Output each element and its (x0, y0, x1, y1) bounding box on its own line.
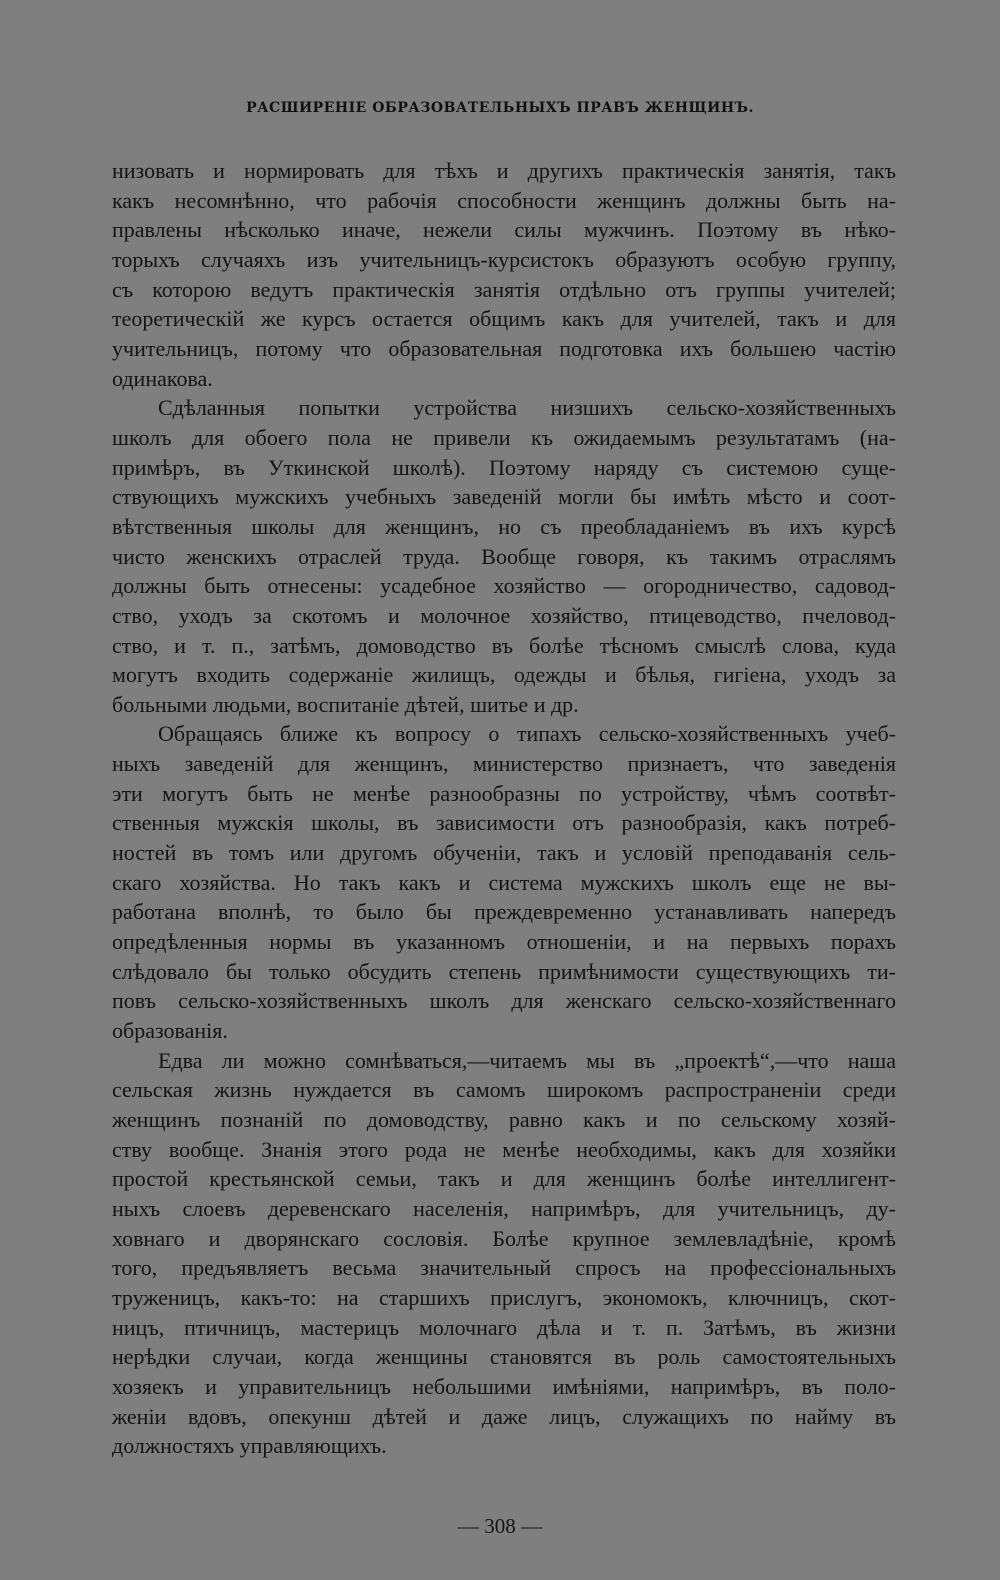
text-line: чисто женскихъ отраслей труда. Вообще говоря, къ такимъ отраслямъ (112, 543, 896, 569)
text-line: сельская жизнь нуждается въ самомъ широкомъ распространеніи среди (112, 1077, 896, 1103)
text-line: нерѣдки случаи, когда женщины становятся въ роль самостоятельныхъ (112, 1344, 896, 1370)
text-line: вѣтственныя школы для женщинъ, но съ преобладаніемъ въ ихъ курсѣ (112, 513, 896, 539)
text-line: труженицъ, какъ-то: на старшихъ прислугъ, экономокъ, ключницъ, скот- (112, 1284, 896, 1310)
text-line: ныхъ заведеній для женщинъ, министерство признаетъ, что заведенія (112, 751, 896, 777)
page-number: — 308 — (458, 1514, 542, 1538)
text-line: того, предъявляетъ весьма значительный спросъ на профессіональныхъ (112, 1255, 896, 1281)
text-line: хозяекъ и управительницъ небольшими имѣніями, напримѣръ, въ поло- (112, 1373, 896, 1399)
text-line: теоретическій же курсъ остается общимъ какъ для учителей, такъ и для (112, 306, 896, 332)
text-line: женщинъ познаній по домоводству, равно какъ и по сельскому хозяй- (112, 1107, 896, 1132)
text-line: правлены нѣсколько иначе, нежели силы мужчинъ. Поэтому въ нѣко- (112, 217, 896, 243)
text-line: Едва ли можно сомнѣваться,—читаемъ мы въ „проектѣ“,—что наша (158, 1047, 896, 1073)
text-line: учительницъ, потому что образовательная подготовка ихъ большею частію (112, 335, 896, 361)
text-line: повъ сельско-хозяйственныхъ школъ для женскаго сельско-хозяйственнаго (112, 988, 896, 1014)
text-line: женіи вдовъ, опекунш дѣтей и даже лицъ, служащихъ по найму въ (112, 1403, 896, 1429)
text-line: ныхъ слоевъ деревенскаго населенія, напримѣръ, для учительницъ, ду- (112, 1195, 896, 1221)
paragraph (112, 393, 896, 719)
text-line: какъ несомнѣнно, что рабочія способности женщинъ должны быть на- (112, 187, 896, 213)
text-line: Сдѣланныя попытки устройства низшихъ сельско-хозяйственныхъ (158, 395, 896, 421)
text-line: могутъ входить содержаніе жилищъ, одежды и бѣлья, гигіена, уходъ за (112, 662, 896, 688)
paragraph (112, 719, 896, 1045)
text-line: ствующихъ мужскихъ учебныхъ заведеній могли бы имѣть мѣсто и соот- (112, 484, 896, 510)
text-line: ховнаго и дворянскаго сословія. Болѣе крупное землевладѣніе, кромѣ (112, 1225, 896, 1251)
text-line: школъ для обоего пола не привели къ ожидаемымъ результатамъ (на- (112, 424, 896, 450)
text-line: должны быть отнесены: усадебное хозяйство — огородничество, садовод- (112, 573, 896, 599)
text-line: слѣдовало бы только обсудить степень примѣнимости существующихъ ти- (112, 958, 896, 984)
text-line: ницъ, птичницъ, мастерицъ молочнаго дѣла и т. п. Затѣмъ, въ жизни (112, 1314, 896, 1340)
text-line: образованія. (112, 1018, 228, 1044)
text-line: простой крестьянской семьи, такъ и для женщинъ болѣе интеллигент- (112, 1166, 896, 1192)
text-line: ство, уходъ за скотомъ и молочное хозяйство, птицеводство, пчеловод- (112, 602, 896, 628)
paragraph (112, 156, 896, 393)
text-line: больными людьми, воспитаніе дѣтей, шитье и др. (112, 691, 579, 717)
text-line: должностяхъ управляющихъ. (112, 1433, 387, 1459)
text-line: скаго хозяйства. Но такъ какъ и система мужскихъ школъ еще не вы- (112, 869, 896, 895)
text-line: торыхъ случаяхъ изъ учительницъ-курсистокъ образуютъ особую группу, (112, 246, 896, 272)
text-line: ностей въ томъ или другомъ обученіи, такъ и условій преподаванія сель- (112, 840, 896, 866)
text-line: одинакова. (112, 365, 213, 391)
text-line: эти могутъ быть не менѣе разнообразны по устройству, чѣмъ соотвѣт- (112, 780, 896, 806)
paragraph (112, 1046, 896, 1461)
body-text (112, 156, 896, 1461)
text-line: низовать и нормировать для тѣхъ и другихъ практическія занятія, такъ (112, 158, 896, 183)
running-head: РАСШИРЕНІЕ ОБРАЗОВАТЕЛЬНЫХЪ ПРАВЪ ЖЕНЩИНЪ. (246, 100, 754, 116)
text-line: работана вполнѣ, то было бы преждевременно устанавливать напередъ (112, 899, 896, 925)
text-line: ственныя мужскія школы, въ зависимости отъ разнообразія, какъ потреб- (112, 810, 896, 836)
text-line: опредѣленныя нормы въ указанномъ отношеніи, и на первыхъ порахъ (112, 929, 896, 955)
text-line: примѣръ, въ Уткинской школѣ). Поэтому наряду съ системою суще- (112, 454, 896, 480)
text-line: ству вообще. Знанія этого рода не менѣе необходимы, какъ для хозяйки (112, 1136, 896, 1162)
text-line: съ которою ведутъ практическія занятія отдѣльно отъ группы учителей; (112, 276, 896, 302)
text-line: ство, и т. п., затѣмъ, домоводство въ болѣе тѣсномъ смыслѣ слова, куда (112, 632, 896, 658)
text-line: Обращаясь ближе къ вопросу о типахъ сельско-хозяйственныхъ учеб- (158, 721, 896, 747)
